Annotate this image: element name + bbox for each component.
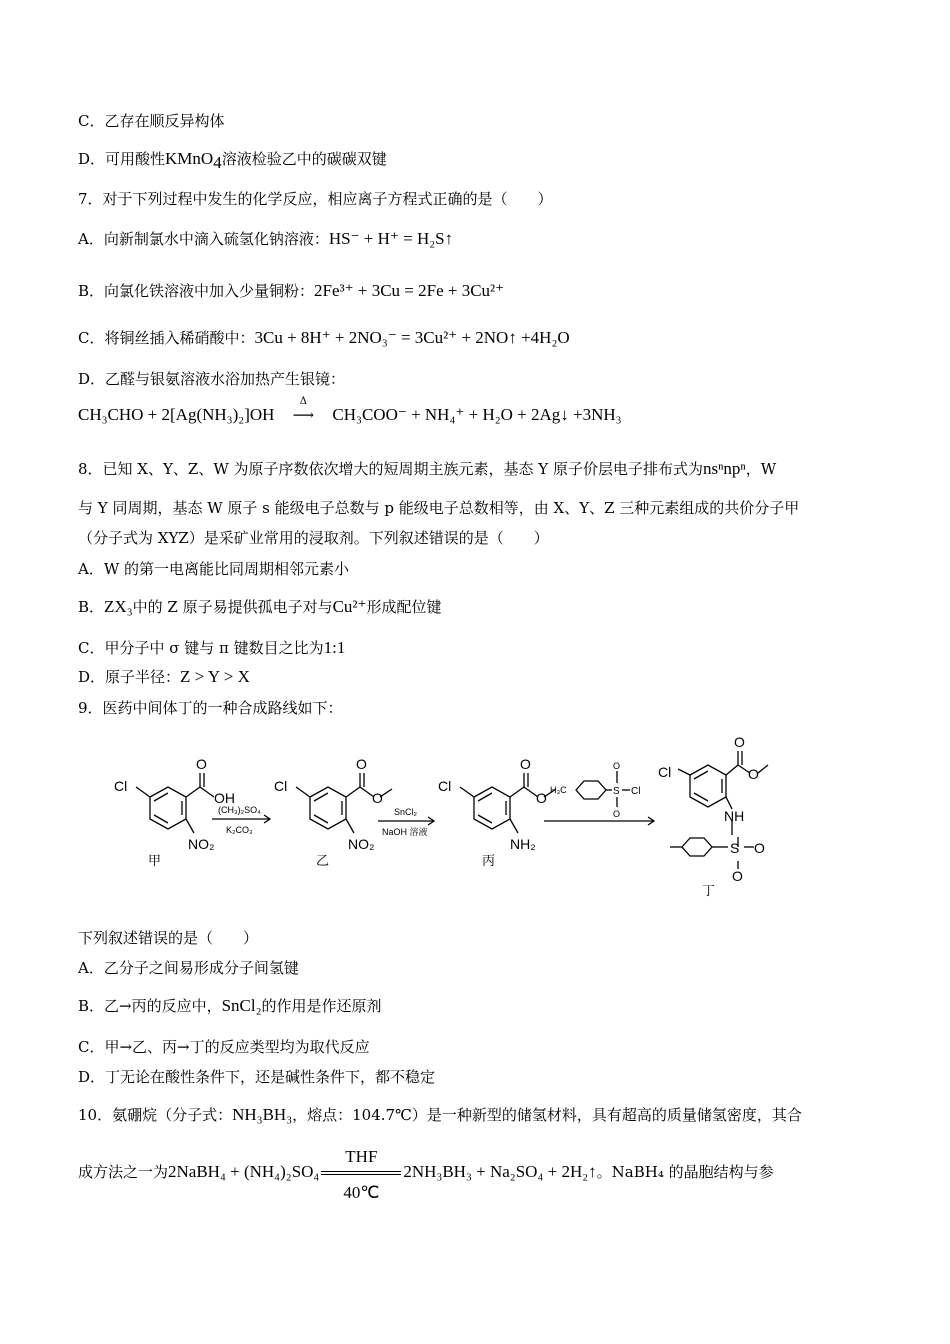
- option-7a: A．向新制氯水中滴入硫氢化钠溶液：HS⁻ + H⁺ = H₂S↑: [78, 229, 454, 248]
- svg-text:O: O: [372, 790, 383, 806]
- question-8-line-3: （分子式为 XYZ）是采矿业常用的浸取剂。下列叙述错误的是（ ）: [78, 529, 549, 547]
- option-8a: A．W 的第一电离能比同周期相邻元素小: [78, 560, 350, 578]
- option-8d: D．原子半径：Z > Y > X: [78, 667, 250, 686]
- question-9-stem: 9．医药中间体丁的一种合成路线如下：: [78, 699, 343, 717]
- svg-text:O: O: [356, 756, 367, 772]
- question-8-line-1: 8．已知 X、Y、Z、W 为原子序数依次增大的短周期主族元素，基态 Y 原子价层电子排布式为nsⁿnpⁿ，W: [78, 459, 777, 478]
- option-7c: C．将铜丝插入稀硝酸中：3Cu + 8H⁺ + 2NO₃⁻ = 3Cu²⁺ + 2NO↑ +4H₂O: [78, 328, 570, 347]
- equation: HS⁻ + H⁺ = H₂S↑: [328, 229, 454, 248]
- compound-bing: [438, 756, 556, 868]
- option-9d: D．丁无论在酸性条件下，还是碱性条件下，都不稳定: [78, 1068, 436, 1086]
- reaction-arrow: Δ ⟶: [292, 396, 315, 424]
- option-7d: D．乙醛与银氨溶液水浴加热产生银镜：: [78, 370, 346, 388]
- svg-text:NaOH 溶液: NaOH 溶液: [382, 827, 428, 837]
- svg-text:K₂CO₃: K₂CO₃: [226, 825, 253, 835]
- svg-text:O: O: [748, 766, 759, 782]
- compound-ding: [658, 735, 768, 898]
- svg-text:(CH₃)₂SO₄: (CH₃)₂SO₄: [218, 805, 261, 815]
- question-7-stem: 7．对于下列过程中发生的化学反应，相应离子方程式正确的是（ ）: [78, 190, 553, 208]
- svg-text:Cl: Cl: [631, 786, 641, 797]
- svg-text:O: O: [734, 735, 745, 750]
- question-10-line-1: 10．氨硼烷（分子式：NH₃BH₃，熔点：104.7℃）是一种新型的储氢材料，具有超高的质量储氢密度，其合: [78, 1105, 802, 1124]
- question-9-prompt: 下列叙述错误的是（ ）: [78, 929, 259, 947]
- compound-yi: [274, 756, 392, 868]
- hydroxyl-label: OH: [214, 790, 235, 806]
- svg-text:Cl: Cl: [658, 764, 672, 780]
- arrow-3: [544, 761, 654, 825]
- equation: 3Cu + 8H⁺ + 2NO₃⁻ = 3Cu²⁺ + 2NO↑ +4H₂O: [254, 328, 570, 347]
- compound-label-jia: 甲: [148, 853, 162, 868]
- svg-text:SnCl₂: SnCl₂: [394, 807, 418, 817]
- arrow-2: [378, 807, 434, 837]
- synthesis-scheme: [90, 735, 790, 905]
- compound-label-ding: 丁: [702, 883, 716, 898]
- option-8c: C．甲分子中 σ 键与 π 键数目之比为1:1: [78, 638, 346, 657]
- option-6c: [78, 110, 224, 131]
- question-10-line-2: 成方法之一为2NaBH₄ + (NH₄)₂SO₄ THF 40℃ 2NH₃BH₃ + Na₂SO₄ + 2H₂↑。NaBH₄ 的晶胞结构与参: [78, 1147, 774, 1202]
- svg-text:O: O: [754, 840, 765, 856]
- svg-text:Cl: Cl: [438, 778, 452, 794]
- option-9c: C．甲→乙、丙→丁的反应类型均为取代反应: [78, 1038, 370, 1056]
- compound-jia: [114, 756, 235, 868]
- reaction-condition: THF 40℃: [319, 1171, 403, 1175]
- arrow-1: [212, 805, 270, 835]
- amino-label: NH₂: [510, 836, 536, 852]
- oxygen-label: O: [196, 756, 207, 772]
- svg-text:O: O: [520, 756, 531, 772]
- option-text: C．乙存在顺反异构体: [78, 112, 225, 130]
- svg-text:NO₂: NO₂: [348, 836, 375, 852]
- formula: KMnO: [165, 149, 214, 168]
- imino-label: NH: [724, 808, 745, 824]
- option-8b: B．ZX₃中的 Z 原子易提供孤电子对与Cu²⁺形成配位键: [78, 597, 442, 616]
- svg-text:O: O: [613, 809, 621, 819]
- option-9a: A．乙分子之间易形成分子间氢键: [78, 959, 299, 977]
- svg-text:O: O: [536, 790, 547, 806]
- svg-text:O: O: [732, 868, 743, 884]
- sulfur-label: S: [730, 840, 740, 856]
- option-7b: B．向氯化铁溶液中加入少量铜粉：2Fe³⁺ + 3Cu = 2Fe + 3Cu²⁺: [78, 281, 505, 300]
- option-6d: D．可用酸性KMnO$_4$溶液检验乙中的碳碳双键: [78, 149, 387, 172]
- equation-7d: CH₃CHO + 2[Ag(NH₃)₂]OH Δ ⟶ CH₃COO⁻ + NH₄⁺ + H₂O + 2Ag↓ +3NH₃: [78, 396, 622, 424]
- nitro-label: NO₂: [188, 836, 215, 852]
- option-9b: B．乙→丙的反应中，SnCl₂的作用是作还原剂: [78, 996, 382, 1015]
- svg-text:O: O: [613, 761, 621, 771]
- equation: 2Fe³⁺ + 3Cu = 2Fe + 3Cu²⁺: [314, 281, 505, 300]
- chlorine-label: Cl: [114, 778, 128, 794]
- question-8-line-2: 与 Y 同周期，基态 W 原子 s 能级电子总数与 p 能级电子总数相等，由 X、Y、Z 三种元素组成的共价分子甲: [78, 499, 800, 517]
- compound-label-bing: 丙: [482, 853, 496, 868]
- svg-text:H₃C: H₃C: [550, 785, 567, 795]
- svg-text:S: S: [613, 786, 620, 797]
- svg-text:Cl: Cl: [274, 778, 288, 794]
- compound-label-yi: 乙: [316, 853, 330, 868]
